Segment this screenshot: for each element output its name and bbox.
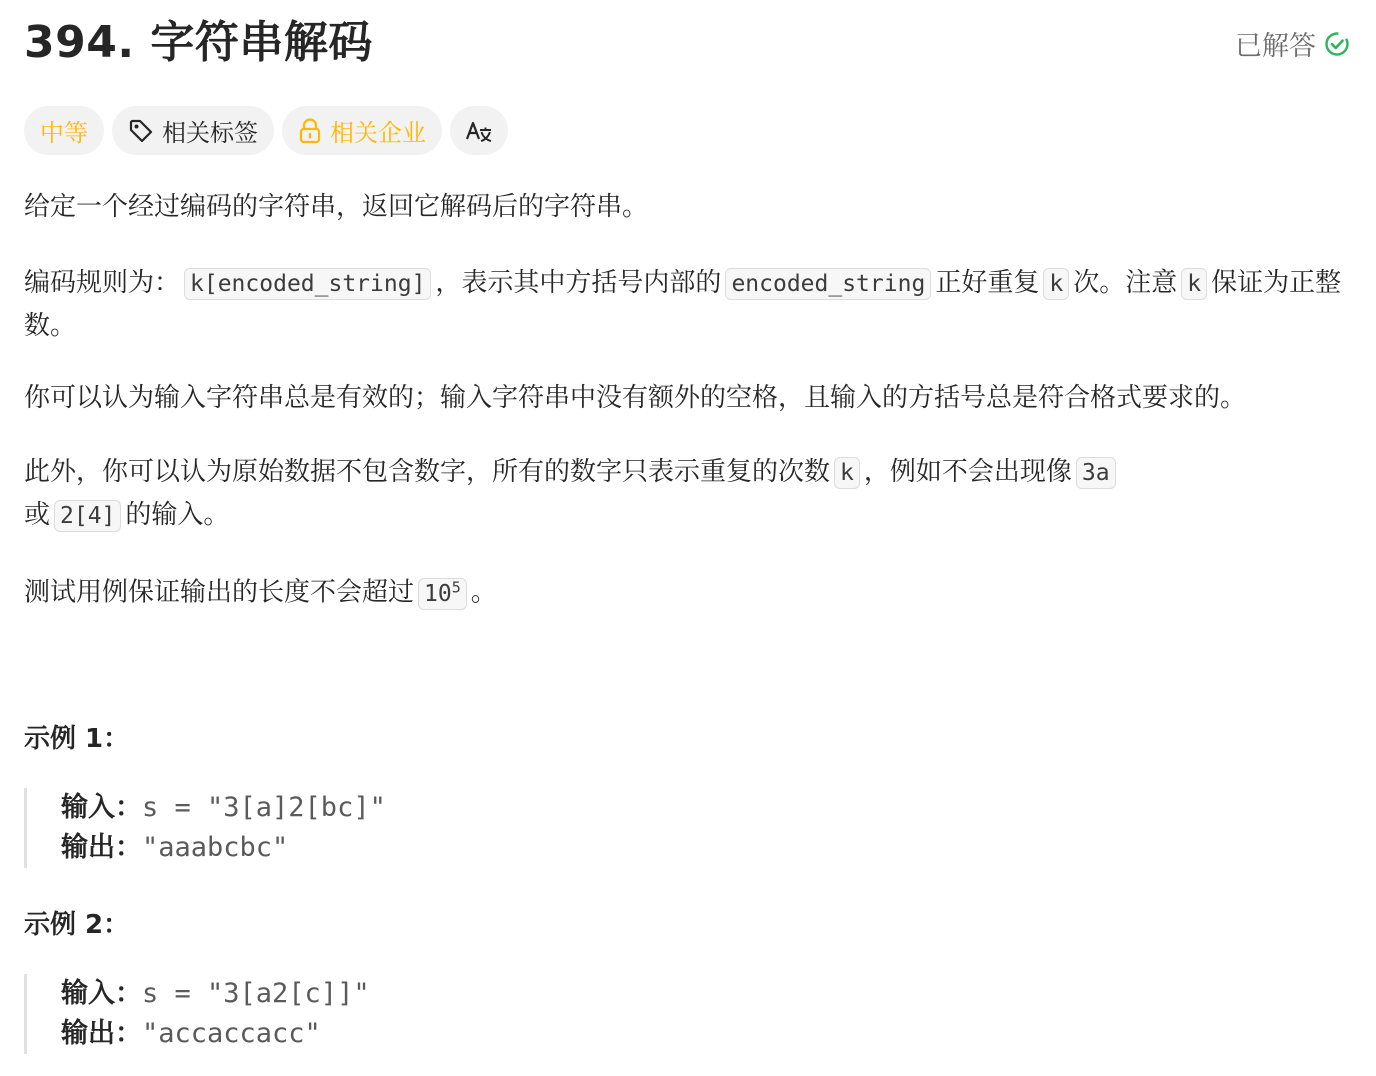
related-companies-button[interactable] <box>282 106 442 155</box>
tag-icon <box>128 118 154 144</box>
input-label: 输入： <box>61 978 142 1009</box>
description-paragraph-2: 编码规则为： k[encoded_string] ，表示其中方括号内部的 encoded_string 正好重复 k 次。注意 k 保证为正整数。 <box>24 268 1342 341</box>
example-1-title: 示例 1： <box>24 724 130 754</box>
inline-code: k <box>1181 268 1207 300</box>
inline-code: 3a <box>1076 457 1116 489</box>
example-1-block <box>24 788 624 868</box>
description-paragraph-5: 测试用例保证输出的长度不会超过 $10^5$ 。 <box>24 577 497 608</box>
related-companies-label: 相关企业 <box>330 119 426 147</box>
description-paragraph-1: 给定一个经过编码的字符串，返回它解码后的字符串。 <box>24 192 649 222</box>
input-label: 输入： <box>61 792 142 823</box>
translate-button[interactable] <box>450 106 508 155</box>
output-value: "accaccacc" <box>142 1018 321 1049</box>
translate-icon <box>464 118 494 144</box>
difficulty-badge[interactable] <box>24 106 104 155</box>
lock-icon <box>298 118 322 144</box>
example-2-block <box>24 974 624 1054</box>
solved-label: 已解答 <box>1235 31 1316 62</box>
related-tags-label: 相关标签 <box>162 119 258 147</box>
inline-code: k <box>834 457 860 489</box>
input-value: s = "3[a]2[bc]" <box>142 792 386 823</box>
inline-code: 2[4] <box>54 500 121 532</box>
inline-code: $10^5$ <box>418 578 467 610</box>
inline-code: encoded_string <box>725 268 931 300</box>
problem-title: 394. 字符串解码 <box>24 17 373 68</box>
check-circle-icon <box>1324 31 1350 57</box>
output-label: 输出： <box>61 832 142 863</box>
description-paragraph-4: 此外，你可以认为原始数据不包含数字，所有的数字只表示重复的次数 k ，例如不会出现像 3a或 2[4] 的输入。 <box>24 451 1144 537</box>
output-value: "aaabcbc" <box>142 832 289 863</box>
solved-status <box>1235 24 1350 63</box>
input-value: s = "3[a2[c]]" <box>142 978 370 1009</box>
output-label: 输出： <box>61 1018 142 1049</box>
related-tags-button[interactable] <box>112 106 274 155</box>
tag-bar <box>24 106 508 155</box>
inline-code: k[encoded_string] <box>184 268 431 300</box>
difficulty-label: 中等 <box>40 119 88 147</box>
example-2-title: 示例 2： <box>24 910 130 940</box>
description-paragraph-3: 你可以认为输入字符串总是有效的；输入字符串中没有额外的空格，且输入的方括号总是符合格式要求的。 <box>24 383 1247 413</box>
inline-code: k <box>1043 268 1069 300</box>
